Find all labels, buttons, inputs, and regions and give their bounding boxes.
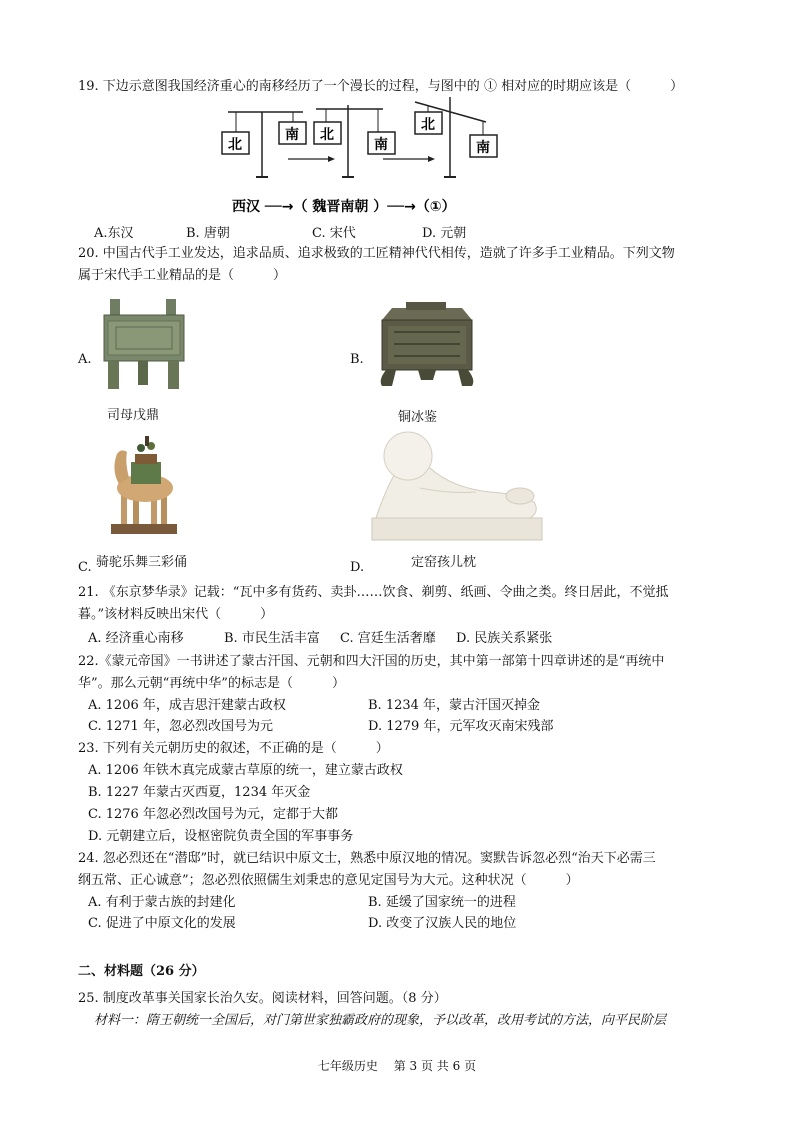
- q22-stem-2: 华”。那么元朝“再统中华”的标志是（ ）: [78, 676, 345, 691]
- q24-stem-2: 纲五常、正心诚意”；忽必烈依照儒生刘秉忠的意见定国号为大元。这种状况（ ）: [78, 873, 579, 888]
- svg-text:南: 南: [285, 127, 299, 143]
- ding-kiln-boy-pillow-image: [370, 426, 560, 544]
- q19-stem: 19. 下边示意图我国经济重心的南移经历了一个漫长的过程，与图中的 ① 相对应的时期应该是（ ）: [78, 79, 684, 94]
- sancai-camel-image: [103, 432, 183, 538]
- q23-option-d[interactable]: D. 元朝建立后，设枢密院负责全国的军事事务: [88, 829, 354, 844]
- option-a[interactable]: A. 1206 年，成吉思汗建蒙古政权: [88, 698, 286, 713]
- caption-c: 骑驼乐舞三彩俑: [96, 555, 188, 570]
- option-b[interactable]: B. 延缓了国家统一的进程: [368, 895, 516, 910]
- option-c-label[interactable]: C.: [78, 560, 92, 575]
- option-b[interactable]: B. 唐朝: [186, 226, 230, 241]
- option-c[interactable]: C. 宫廷生活奢靡: [340, 631, 436, 646]
- simuwu-ding-image: [96, 297, 192, 397]
- option-c[interactable]: C. 促进了中原文化的发展: [88, 916, 236, 931]
- q23-option-a[interactable]: A. 1206 年铁木真完成蒙古草原的统一，建立蒙古政权: [88, 763, 403, 778]
- option-d[interactable]: D. 民族关系紧张: [456, 631, 553, 646]
- option-c[interactable]: C. 宋代: [312, 226, 356, 241]
- page-footer: 七年级历史 第 3 页 共 6 页: [317, 1059, 477, 1073]
- q20-stem-1: 20. 中国古代手工业发达，追求品质、追求极致的工匠精神代代相传，造就了许多手工业精品。下列文物: [78, 246, 675, 261]
- option-b-label[interactable]: B.: [350, 352, 364, 367]
- q23-option-b[interactable]: B. 1227 年蒙古灭西夏，1234 年灭金: [88, 785, 311, 800]
- option-a-label[interactable]: A.: [78, 352, 92, 367]
- option-a[interactable]: A.东汉: [94, 226, 134, 241]
- caption-d: 定窑孩儿枕: [411, 555, 477, 570]
- q19-flow: 西汉 ──→（ 魏晋南朝 ）──→（①）: [232, 199, 456, 215]
- q24-stem-1: 24. 忽必烈还在“潜邸”时，就已结识中原文士，熟悉中原汉地的情况。窦默告诉忽必烈“治天下必需三: [78, 851, 656, 866]
- q22-options: [88, 697, 588, 737]
- option-a[interactable]: A. 有利于蒙古族的封建化: [88, 895, 236, 910]
- svg-text:南: 南: [476, 140, 490, 156]
- option-b[interactable]: B. 1234 年，蒙古汗国灭掉金: [368, 698, 541, 713]
- caption-b: 铜冰鉴: [398, 410, 438, 425]
- q19-diagram: [218, 97, 508, 219]
- section-title: 二、材料题（26 分）: [78, 964, 205, 979]
- option-b[interactable]: B. 市民生活丰富: [224, 631, 320, 646]
- option-a[interactable]: A. 经济重心南移: [88, 631, 184, 646]
- q22-stem-1: 22.《蒙元帝国》一书讲述了蒙古汗国、元朝和四大汗国的历史，其中第一部第十四章讲述的是“再统中: [78, 654, 665, 669]
- bronze-ice-vessel-image: [372, 302, 482, 388]
- q25-material-1: 材料一：隋王朝统一全国后，对门第世家独霸政府的现象，予以改革，改用考试的方法，向平民阶层: [94, 1013, 667, 1028]
- option-c[interactable]: C. 1271 年，忽必烈改国号为元: [88, 719, 273, 734]
- caption-a: 司母戊鼎: [107, 408, 160, 423]
- option-d-label[interactable]: D.: [350, 560, 365, 575]
- q24-options: [88, 894, 588, 934]
- svg-text:北: 北: [320, 127, 334, 143]
- q20-stem-2: 属于宋代手工业精品的是（ ）: [78, 268, 287, 283]
- option-d[interactable]: D. 1279 年，元军攻灭南宋残部: [368, 719, 554, 734]
- q21-stem-1: 21. 《东京梦华录》记载：“瓦中多有货药、卖卦……饮食、剃剪、纸画、令曲之类。终日居此，不觉抵: [78, 585, 669, 600]
- q23-stem: 23. 下列有关元朝历史的叙述，不正确的是（ ）: [78, 741, 389, 756]
- option-d[interactable]: D. 元朝: [422, 226, 467, 241]
- svg-text:北: 北: [421, 117, 435, 133]
- q23-option-c[interactable]: C. 1276 年忽必烈改国号为元，定都于大都: [88, 807, 338, 822]
- q25-stem: 25. 制度改革事关国家长治久安。阅读材料，回答问题。（8 分）: [78, 991, 447, 1006]
- q21-stem-2: 暮。”该材料反映出宋代（ ）: [78, 607, 274, 622]
- option-d[interactable]: D. 改变了汉族人民的地位: [368, 916, 517, 931]
- svg-text:北: 北: [228, 137, 242, 153]
- svg-text:南: 南: [374, 137, 388, 153]
